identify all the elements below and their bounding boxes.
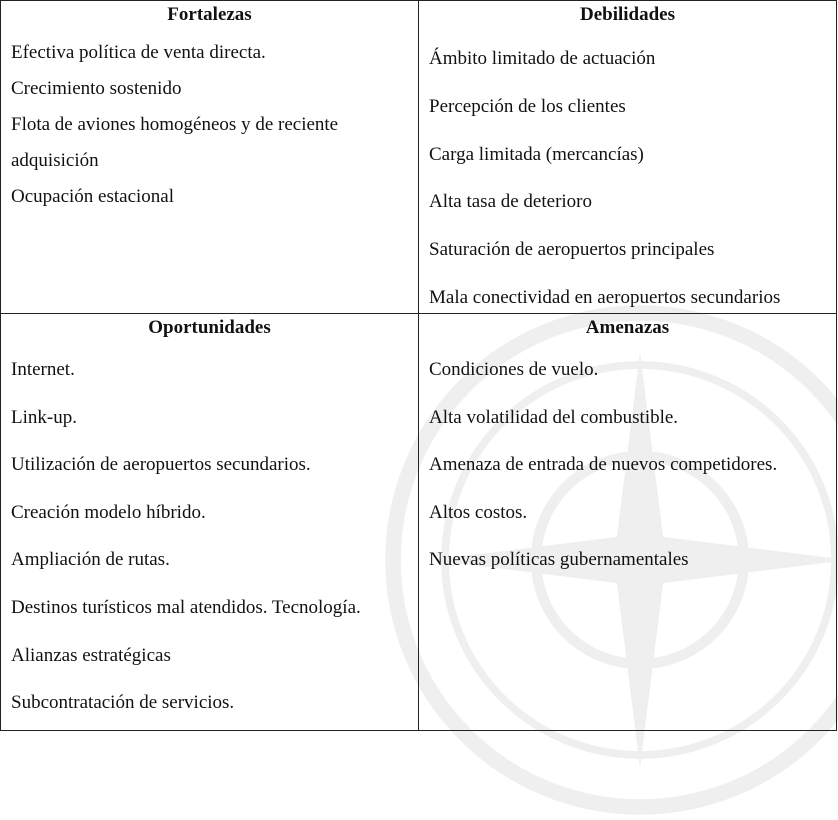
list-item: Altos costos.: [429, 501, 528, 523]
list-item: Efectiva política de venta directa.: [11, 42, 266, 63]
list-item: Alta tasa de deterioro: [429, 191, 593, 213]
threats-list: [419, 346, 836, 584]
opportunities-list: [1, 346, 418, 727]
list-item: adquisición: [11, 150, 99, 171]
opportunities-heading: Oportunidades: [148, 317, 271, 338]
list-item: Ocupación estacional: [11, 186, 175, 207]
list-item: Creación modelo híbrido.: [11, 501, 206, 523]
weaknesses-heading: Debilidades: [579, 4, 676, 25]
list-item: Carga limitada (mercancías): [429, 143, 644, 165]
list-item: Flota de aviones homogéneos y de reciente: [11, 114, 339, 135]
list-item: Percepción de los clientes: [429, 95, 626, 117]
list-item: Alta volatilidad del combustible.: [429, 406, 679, 428]
threats-heading: Amenazas: [585, 317, 670, 338]
threats-cell: [418, 313, 837, 731]
list-item: Amenaza de entrada de nuevos competidores.: [429, 454, 778, 476]
opportunities-cell: [0, 313, 419, 731]
weaknesses-cell: [418, 0, 837, 314]
list-item: Utilización de aeropuertos secundarios.: [11, 454, 311, 476]
list-item: Destinos turísticos mal atendidos. Tecnología.: [11, 596, 361, 618]
list-item: Saturación de aeropuertos principales: [429, 239, 715, 261]
weaknesses-list: [419, 35, 836, 322]
strengths-cell: [0, 0, 419, 314]
strengths-heading: Fortalezas: [167, 4, 252, 25]
list-item: Ámbito limitado de actuación: [429, 48, 656, 69]
list-item: Condiciones de vuelo.: [429, 359, 599, 380]
list-item: Alianzas estratégicas: [11, 644, 171, 666]
list-item: Nuevas políticas gubernamentales: [429, 549, 689, 571]
list-item: Link-up.: [11, 406, 77, 428]
strengths-list: [1, 35, 418, 215]
list-item: Crecimiento sostenido: [11, 78, 182, 99]
list-item: Mala conectividad en aeropuertos secundarios: [429, 286, 781, 308]
list-item: Subcontratación de servicios.: [11, 692, 235, 714]
list-item: Ampliación de rutas.: [11, 549, 170, 571]
list-item: Internet.: [11, 359, 75, 380]
